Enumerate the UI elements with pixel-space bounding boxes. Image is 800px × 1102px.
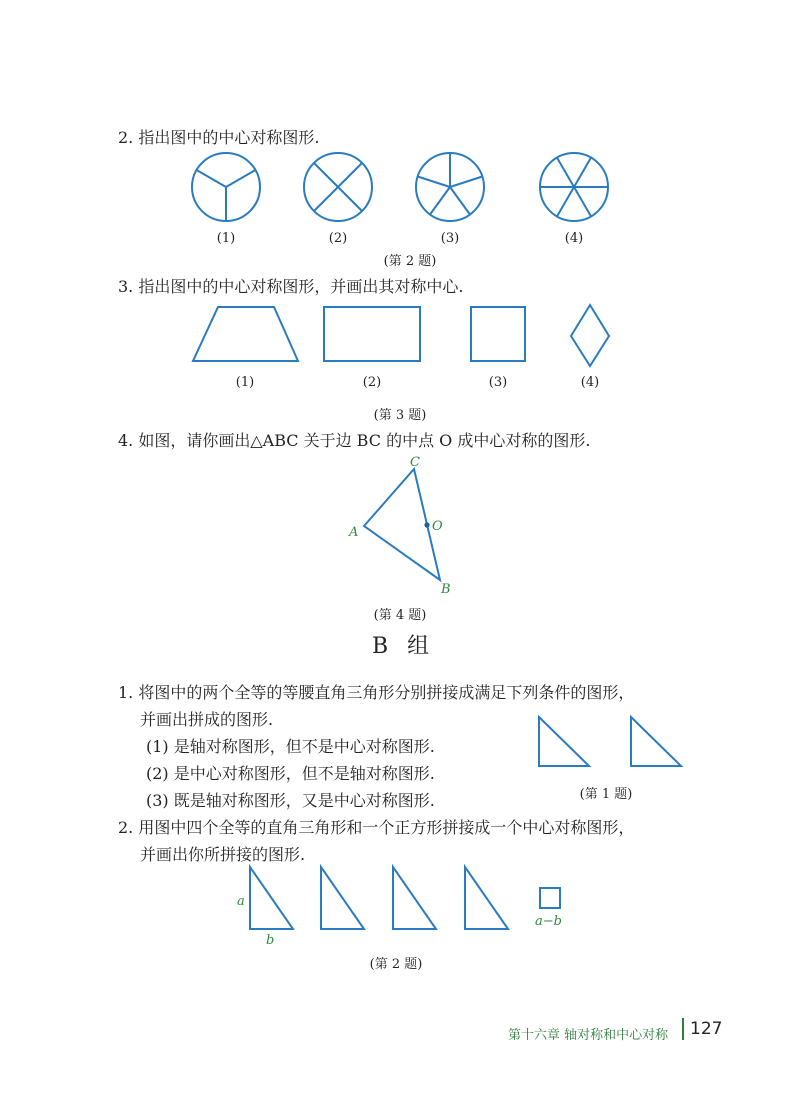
- side-b-label: b: [266, 933, 275, 948]
- question-b2-line2: 并画出你所拼接的图形.: [140, 845, 306, 864]
- point-b-label: B: [441, 582, 451, 597]
- question-a2-text: 2. 指出图中的中心对称图形.: [118, 128, 320, 147]
- point-o-label: O: [432, 519, 443, 534]
- question-b1-item-2: (2) 是中心对称图形，但不是轴对称图形.: [146, 764, 435, 783]
- point-a-label: A: [349, 525, 359, 540]
- label-a2-2: (2): [328, 231, 348, 246]
- section-title-b: B 组: [372, 634, 436, 659]
- side-a-label: a: [237, 894, 245, 909]
- question-b1-line2: 并画出拼成的图形.: [140, 710, 274, 729]
- square-side-label: a−b: [535, 914, 562, 929]
- caption-a2: (第 2 题): [383, 254, 437, 269]
- page-number: 127: [690, 1019, 723, 1039]
- caption-b1: (第 1 题): [579, 787, 633, 802]
- footer-divider: [682, 1018, 684, 1040]
- question-b1-line1: 1. 将图中的两个全等的等腰直角三角形分别拼接成满足下列条件的图形，: [118, 683, 635, 702]
- label-a3-3: (3): [488, 375, 508, 390]
- question-b1-item-1: (1) 是轴对称图形，但不是中心对称图形.: [146, 737, 435, 756]
- caption-a3: (第 3 题): [373, 408, 427, 423]
- label-a2-3: (3): [440, 231, 460, 246]
- point-c-label: C: [410, 455, 420, 470]
- label-a3-4: (4): [580, 375, 600, 390]
- label-a3-1: (1): [235, 375, 255, 390]
- label-a2-4: (4): [564, 231, 584, 246]
- caption-a4: (第 4 题): [373, 608, 427, 623]
- question-a4-text: 4. 如图，请你画出△ABC 关于边 BC 的中点 O 成中心对称的图形.: [118, 431, 591, 450]
- question-b2-line1: 2. 用图中四个全等的直角三角形和一个正方形拼接成一个中心对称图形，: [118, 818, 635, 837]
- footer-chapter-title: 第十六章 轴对称和中心对称: [508, 1028, 669, 1043]
- label-a2-1: (1): [216, 231, 236, 246]
- caption-b2: (第 2 题): [369, 957, 423, 972]
- label-a3-2: (2): [362, 375, 382, 390]
- question-b1-item-3: (3) 既是轴对称图形，又是中心对称图形.: [146, 791, 435, 810]
- question-a3-text: 3. 指出图中的中心对称图形，并画出其对称中心.: [118, 277, 464, 296]
